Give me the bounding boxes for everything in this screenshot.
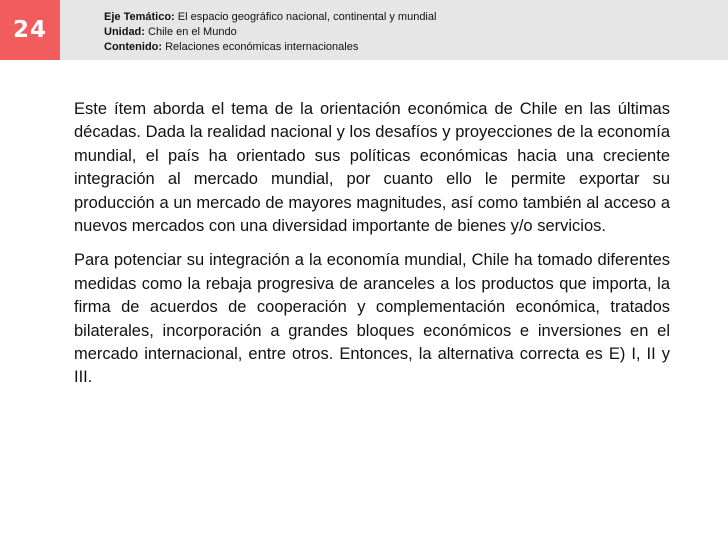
question-number-badge: 24 (0, 0, 60, 60)
unidad-value: Chile en el Mundo (148, 26, 237, 38)
explanation-paragraph-1: Este ítem aborda el tema de la orientación económica de Chile en las últimas décadas. Dada la realidad nacional y los desafíos y proyecciones de la economía mundial, el país ha orientado sus políticas económicas hacia una creciente integración al mercado mundial, por cuanto ello le permite exportar su producción a un mercado de mayores magnitudes, así como también al acceso a nuevos mercados con una diversidad importante de bienes y/o servicios. (74, 100, 670, 236)
eje-tematico-label: Eje Temático: (104, 11, 175, 23)
eje-tematico-value: El espacio geográfico nacional, continental y mundial (177, 11, 437, 23)
contenido-label: Contenido: (104, 41, 163, 53)
explanation-paragraph-2: Para potenciar su integración a la economía mundial, Chile ha tomado diferentes medidas como la rebaja progresiva de aranceles a los productos que importa, la firma de acuerdos de cooperación y complementación económica, tratados bilaterales, incorporación a grandes bloques económicos e inversiones en el mercado internacional, entre otros. Entonces, la alternativa correcta es E) I, II y III. (74, 251, 670, 387)
unidad-label: Unidad: (104, 26, 145, 38)
eje-tematico-line (104, 10, 436, 25)
contenido-value: Relaciones económicas internacionales (165, 41, 359, 53)
unidad-line (104, 25, 436, 40)
contenido-line (104, 40, 436, 55)
explanation-text (74, 98, 670, 401)
question-metadata (104, 10, 436, 55)
